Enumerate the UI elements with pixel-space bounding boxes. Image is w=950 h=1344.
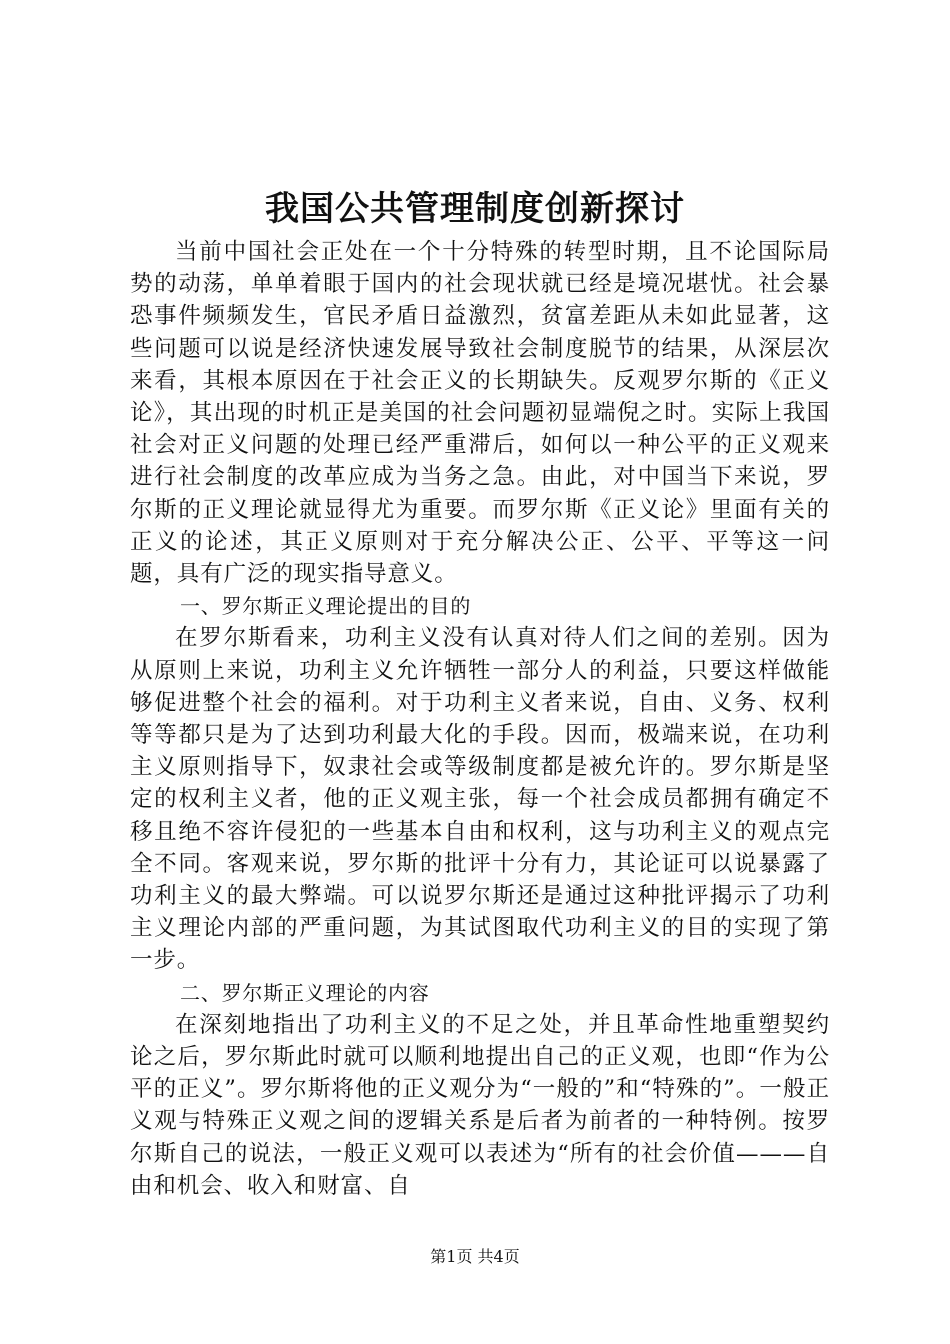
- section-heading-content: 二、罗尔斯正义理论的内容: [180, 980, 430, 1005]
- purpose-paragraph: 在罗尔斯看来，功利主义没有认真对待人们之间的差别。因为从原则上来说，功利主义允许牺牲一部分人的利益，只要这样做能够促进整个社会的福利。对于功利主义者来说，自由、义务、权利等等都只是为了达到功利最大化的手段。因而，极端来说，在功利主义原则指导下，奴隶社会或等级制度都是被允许的。罗尔斯是坚定的权利主义者，他的正义观主张，每一个社会成员都拥有确定不移且绝不容许侵犯的一些基本自由和权利，这与功利主义的观点完全不同。客观来说，罗尔斯的批评十分有力，其论证可以说暴露了功利主义的最大弊端。可以说罗尔斯还是通过这种批评揭示了功利主义理论内部的严重问题，为其试图取代功利主义的目的实现了第一步。: [130, 625, 830, 974]
- intro-paragraph: 当前中国社会正处在一个十分特殊的转型时期，且不论国际局势的动荡，单单着眼于国内的社会现状就已经是境况堪忧。社会暴恐事件频频发生，官民矛盾日益激烈，贫富差距从未如此显著，这些问题可以说是经济快速发展导致社会制度脱节的结果，从深层次来看，其根本原因在于社会正义的长期缺失。反观罗尔斯的《正义论》，其出现的时机正是美国的社会问题初显端倪之时。实际上我国社会对正义问题的处理已经严重滞后，如何以一种公平的正义观来进行社会制度的改革应成为当务之急。由此，对中国当下来说，罗尔斯的正义理论就显得尤为重要。而罗尔斯《正义论》里面有关的正义的论述，其正义原则对于充分解决公正、公平、平等这一问题，具有广泛的现实指导意义。: [130, 239, 830, 588]
- section-heading-purpose: 一、罗尔斯正义理论提出的目的: [180, 594, 472, 619]
- document-title: 我国公共管理制度创新探讨: [265, 189, 685, 229]
- page-footer: 第1页 共4页: [430, 1247, 520, 1266]
- document-body: [130, 236, 830, 1202]
- content-paragraph: 在深刻地指出了功利主义的不足之处，并且革命性地重塑契约论之后，罗尔斯此时就可以顺利地提出自己的正义观，也即“作为公平的正义”。罗尔斯将他的正义观分为“一般的”和“特殊的”。一般正义观与特殊正义观之间的逻辑关系是后者为前者的一种特例。按罗尔斯自己的说法，一般正义观可以表述为“所有的社会价值———自由和机会、收入和财富、自: [130, 1011, 830, 1199]
